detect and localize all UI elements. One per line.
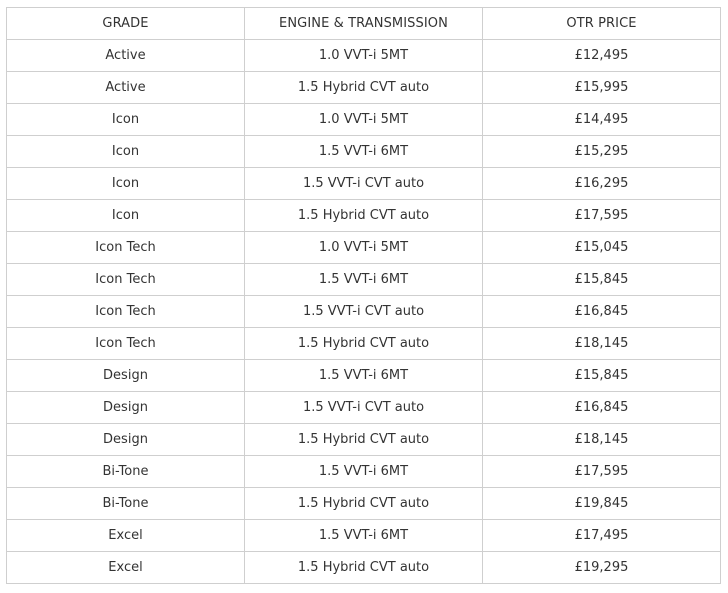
table-row — [7, 168, 721, 200]
cell-grade: Icon — [7, 136, 245, 168]
price-table — [6, 7, 721, 584]
cell-grade: Icon — [7, 104, 245, 136]
cell-grade: Design — [7, 360, 245, 392]
cell-grade: Active — [7, 72, 245, 104]
table-header-row — [7, 8, 721, 40]
cell-engine: 1.5 Hybrid CVT auto — [245, 200, 483, 232]
cell-engine: 1.0 VVT-i 5MT — [245, 232, 483, 264]
cell-price: £16,295 — [483, 168, 721, 200]
cell-engine: 1.5 Hybrid CVT auto — [245, 552, 483, 584]
cell-price: £17,595 — [483, 200, 721, 232]
cell-grade: Icon Tech — [7, 296, 245, 328]
table-row — [7, 360, 721, 392]
cell-engine: 1.5 VVT-i 6MT — [245, 136, 483, 168]
cell-grade: Active — [7, 40, 245, 72]
cell-grade: Design — [7, 424, 245, 456]
cell-engine: 1.5 VVT-i 6MT — [245, 456, 483, 488]
cell-engine: 1.5 VVT-i CVT auto — [245, 392, 483, 424]
cell-price: £15,045 — [483, 232, 721, 264]
cell-price: £12,495 — [483, 40, 721, 72]
table-row — [7, 424, 721, 456]
table-row — [7, 200, 721, 232]
table-row — [7, 232, 721, 264]
cell-engine: 1.5 Hybrid CVT auto — [245, 488, 483, 520]
cell-grade: Icon Tech — [7, 328, 245, 360]
cell-price: £15,845 — [483, 360, 721, 392]
cell-price: £18,145 — [483, 424, 721, 456]
table-row — [7, 296, 721, 328]
cell-price: £18,145 — [483, 328, 721, 360]
cell-engine: 1.5 VVT-i 6MT — [245, 360, 483, 392]
cell-price: £15,995 — [483, 72, 721, 104]
cell-engine: 1.0 VVT-i 5MT — [245, 40, 483, 72]
cell-price: £16,845 — [483, 392, 721, 424]
cell-grade: Icon Tech — [7, 232, 245, 264]
header-grade: GRADE — [7, 8, 245, 40]
cell-price: £15,845 — [483, 264, 721, 296]
table-row — [7, 72, 721, 104]
cell-grade: Icon — [7, 168, 245, 200]
cell-grade: Bi-Tone — [7, 488, 245, 520]
header-engine-transmission: ENGINE & TRANSMISSION — [245, 8, 483, 40]
cell-price: £17,595 — [483, 456, 721, 488]
cell-engine: 1.5 Hybrid CVT auto — [245, 328, 483, 360]
cell-price: £15,295 — [483, 136, 721, 168]
cell-price: £19,295 — [483, 552, 721, 584]
header-otr-price: OTR PRICE — [483, 8, 721, 40]
table-row — [7, 456, 721, 488]
table-row — [7, 136, 721, 168]
cell-price: £14,495 — [483, 104, 721, 136]
cell-grade: Bi-Tone — [7, 456, 245, 488]
table-row — [7, 40, 721, 72]
cell-engine: 1.5 VVT-i 6MT — [245, 520, 483, 552]
cell-grade: Excel — [7, 520, 245, 552]
cell-engine: 1.5 VVT-i 6MT — [245, 264, 483, 296]
table-row — [7, 520, 721, 552]
cell-grade: Icon Tech — [7, 264, 245, 296]
cell-grade: Design — [7, 392, 245, 424]
cell-price: £17,495 — [483, 520, 721, 552]
table-row — [7, 392, 721, 424]
cell-grade: Icon — [7, 200, 245, 232]
cell-engine: 1.5 Hybrid CVT auto — [245, 424, 483, 456]
table-row — [7, 264, 721, 296]
cell-price: £16,845 — [483, 296, 721, 328]
cell-engine: 1.5 VVT-i CVT auto — [245, 168, 483, 200]
table-row — [7, 552, 721, 584]
cell-price: £19,845 — [483, 488, 721, 520]
cell-engine: 1.0 VVT-i 5MT — [245, 104, 483, 136]
cell-engine: 1.5 Hybrid CVT auto — [245, 72, 483, 104]
table-row — [7, 328, 721, 360]
table-row — [7, 488, 721, 520]
price-table-container — [6, 7, 720, 584]
cell-engine: 1.5 VVT-i CVT auto — [245, 296, 483, 328]
cell-grade: Excel — [7, 552, 245, 584]
table-row — [7, 104, 721, 136]
